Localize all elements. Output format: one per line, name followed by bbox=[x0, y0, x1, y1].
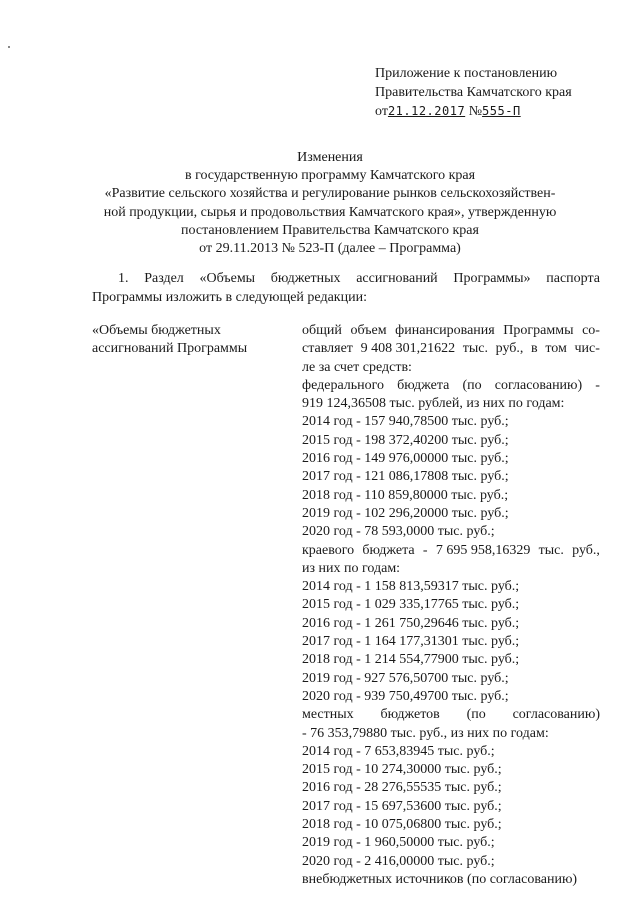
justified-word: объем bbox=[350, 323, 387, 338]
heading-line: ной продукции, сырья и продовольствия Камчатского края», утвержденную bbox=[103, 204, 557, 220]
table-left-cell bbox=[92, 322, 282, 359]
justified-word: ставляет bbox=[302, 341, 353, 357]
paragraph-word: 1. bbox=[118, 271, 129, 286]
paragraph-word: паспорта bbox=[546, 271, 600, 286]
right-cell-line: 2019 год - 1 960,50000 тыс. руб.; bbox=[302, 835, 495, 851]
left-cell-line: ассигнований Программы bbox=[92, 341, 248, 357]
heading-line: «Развитие сельского хозяйства и регулирование рынков сельскохозяйствен- bbox=[104, 186, 556, 202]
paragraph-1-line-1 bbox=[118, 269, 600, 288]
justified-line bbox=[302, 322, 600, 340]
justified-word: руб., bbox=[495, 341, 524, 357]
right-cell-line: 2016 год - 28 276,55535 тыс. руб.; bbox=[302, 780, 502, 796]
heading-line: Изменения bbox=[297, 150, 363, 165]
justified-word: краевого bbox=[302, 542, 355, 558]
justified-word: - bbox=[422, 542, 428, 558]
justified-word: общий bbox=[302, 323, 342, 338]
right-cell-line: 2017 год - 15 697,53600 тыс. руб.; bbox=[302, 798, 502, 814]
justified-word: со- bbox=[582, 323, 600, 338]
justified-word: (по bbox=[462, 377, 482, 393]
right-cell-line: из них по годам: bbox=[302, 560, 401, 576]
paragraph-1-line-2: Программы изложить в следующей редакции: bbox=[92, 290, 367, 305]
attachment-line-2: Правительства Камчатского края bbox=[375, 85, 572, 100]
right-cell-line: 2019 год - 927 576,50700 тыс. руб.; bbox=[302, 670, 509, 686]
right-cell-line: 2020 год - 78 593,0000 тыс. руб.; bbox=[302, 524, 495, 540]
right-cell-line: 2018 год - 110 859,80000 тыс. руб.; bbox=[302, 487, 509, 503]
right-cell-line: 2016 год - 149 976,00000 тыс. руб.; bbox=[302, 451, 509, 467]
attachment-number-sign: № bbox=[468, 104, 483, 119]
paragraph-justified-row bbox=[118, 269, 600, 288]
attachment-date: 21.12.2017 bbox=[387, 104, 466, 118]
attachment-stamp bbox=[375, 64, 572, 121]
right-cell-line: 2014 год - 157 940,78500 тыс. руб.; bbox=[302, 414, 509, 430]
right-cell-line: 2014 год - 7 653,83945 тыс. руб.; bbox=[302, 743, 495, 759]
right-cell-line: 2020 год - 939 750,49700 тыс. руб.; bbox=[302, 688, 509, 704]
attachment-prefix: от bbox=[375, 104, 388, 119]
scan-speck bbox=[8, 46, 10, 48]
justified-word: 7 695 958,16329 bbox=[435, 542, 531, 558]
justified-word: том bbox=[545, 341, 567, 357]
right-cell-line: 2017 год - 1 164 177,31301 тыс. руб.; bbox=[302, 634, 520, 650]
justified-word: согласованию) bbox=[512, 707, 600, 723]
heading-line: постановлением Правительства Камчатского края bbox=[181, 222, 479, 238]
justified-word: (по bbox=[466, 707, 486, 723]
justified-word: бюджета bbox=[397, 377, 450, 393]
justified-word: бюджетов bbox=[380, 707, 440, 723]
right-cell-line: внебюджетных источников (по согласованию) bbox=[302, 871, 578, 887]
justified-word: финансирования bbox=[395, 323, 495, 338]
justified-word: в bbox=[531, 341, 538, 357]
document-heading bbox=[60, 149, 600, 258]
justified-word: руб., bbox=[572, 542, 600, 558]
right-cell-line: 2015 год - 1 029 335,17765 тыс. руб.; bbox=[302, 597, 520, 613]
paragraph-word: «Объемы bbox=[199, 271, 256, 286]
right-cell-line: 2017 год - 121 086,17808 тыс. руб.; bbox=[302, 469, 509, 485]
justified-line bbox=[302, 377, 600, 395]
attachment-number: 555-П bbox=[482, 104, 521, 118]
justified-word: согласованию) bbox=[494, 377, 583, 393]
right-cell-line: 2015 год - 198 372,40200 тыс. руб.; bbox=[302, 432, 509, 448]
justified-line bbox=[302, 706, 600, 724]
paragraph-word: Программы» bbox=[453, 271, 531, 286]
heading-line: в государственную программу Камчатского края bbox=[184, 168, 476, 184]
justified-word: бюджета bbox=[362, 542, 415, 558]
right-cell-line: 2014 год - 1 158 813,59317 тыс. руб.; bbox=[302, 579, 520, 595]
justified-word: Программы bbox=[503, 323, 574, 338]
right-cell-line: 919 124,36508 тыс. рублей, из них по годам: bbox=[302, 396, 565, 412]
justified-word: местных bbox=[302, 707, 354, 723]
justified-word: 9 408 301,21622 bbox=[360, 341, 456, 357]
right-cell-line: 2015 год - 10 274,30000 тыс. руб.; bbox=[302, 762, 502, 778]
right-cell-line: 2019 год - 102 296,20000 тыс. руб.; bbox=[302, 505, 509, 521]
heading-line: от 29.11.2013 № 523-П (далее – Программа) bbox=[199, 241, 461, 257]
attachment-line-1: Приложение к постановлению bbox=[375, 66, 558, 81]
justified-word: чис- bbox=[574, 341, 600, 357]
right-cell-line: ле за счет средств: bbox=[302, 359, 412, 375]
paragraph-word: Раздел bbox=[144, 271, 184, 286]
paragraph-word: бюджетных bbox=[270, 271, 341, 286]
attachment-line-3 bbox=[375, 102, 572, 121]
right-cell-line: 2018 год - 1 214 554,77900 тыс. руб.; bbox=[302, 652, 520, 668]
justified-word: тыс. bbox=[538, 542, 564, 558]
justified-line bbox=[302, 340, 600, 358]
justified-word: федерального bbox=[302, 377, 385, 393]
right-cell-line: 2016 год - 1 261 750,29646 тыс. руб.; bbox=[302, 615, 520, 631]
right-cell-line: - 76 353,79880 тыс. руб., из них по годам: bbox=[302, 725, 549, 741]
justified-word: - bbox=[595, 377, 600, 393]
right-cell-line: 2018 год - 10 075,06800 тыс. руб.; bbox=[302, 817, 502, 833]
justified-word: тыс. bbox=[462, 341, 488, 357]
table-right-cell bbox=[302, 322, 600, 889]
justified-line bbox=[302, 542, 600, 560]
paragraph-word: ассигнований bbox=[356, 271, 438, 286]
left-cell-line: «Объемы бюджетных bbox=[92, 323, 221, 338]
right-cell-line: 2020 год - 2 416,00000 тыс. руб.; bbox=[302, 853, 495, 869]
